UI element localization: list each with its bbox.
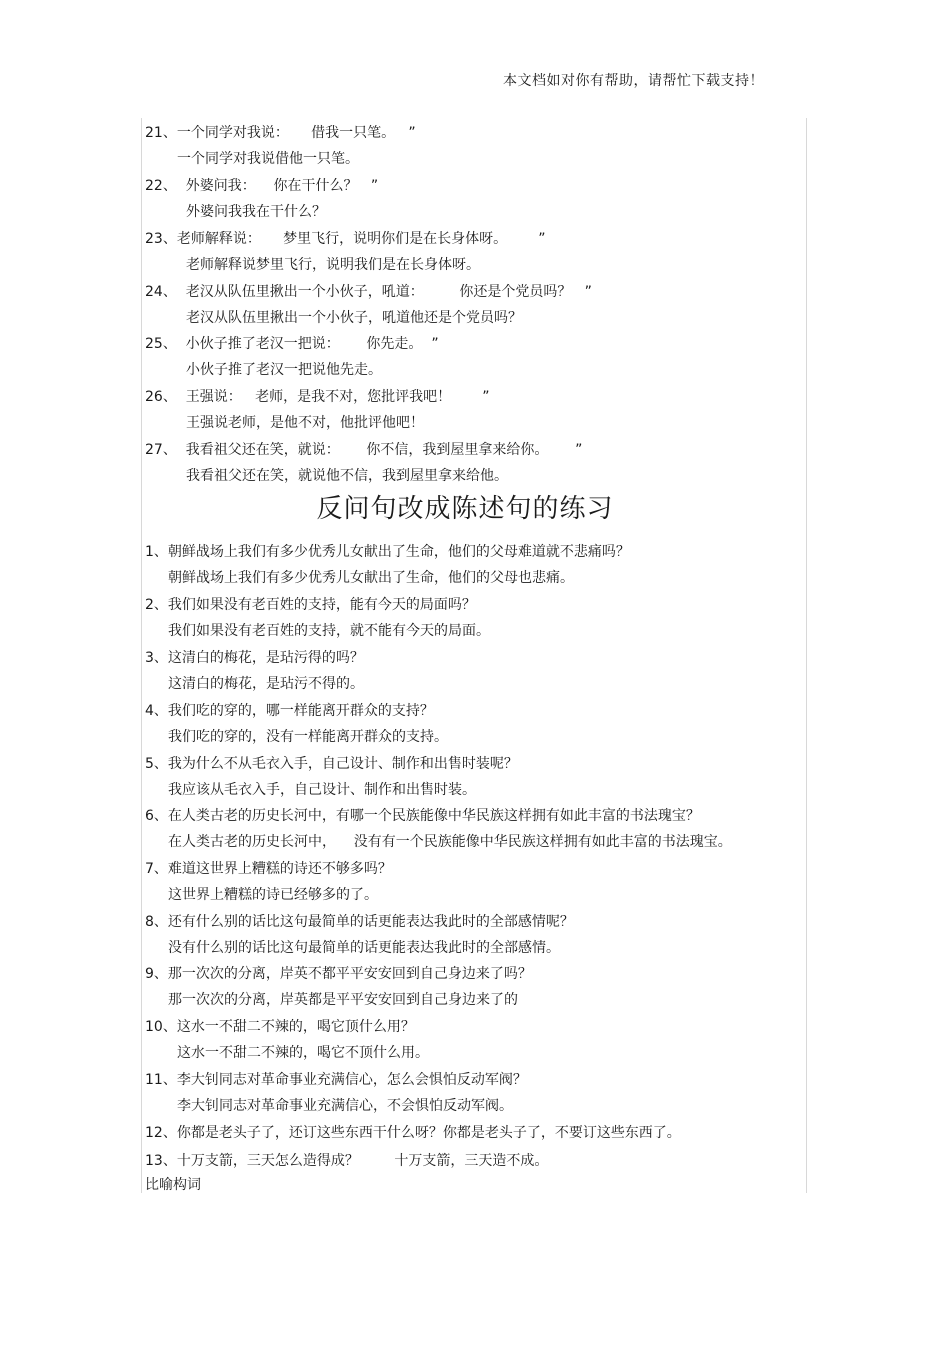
rhetorical-question-11: 11、李大钊同志对革命事业充满信心，怎么会惧怕反动军阀？: [145, 1072, 527, 1088]
answer-23: 老师解释说梦里飞行，说明我们是在长身体呀。: [186, 257, 480, 273]
rhetorical-question-13: 13、十万支箭，三天怎么造得成？ 十万支箭，三天造不成。: [145, 1153, 549, 1169]
answer-22: 外婆问我我在干什么？: [186, 204, 326, 220]
right-margin-rule: [806, 118, 807, 1193]
statement-7: 这世界上糟糕的诗已经够多的了。: [168, 887, 378, 903]
rhetorical-question-3: 3、这清白的梅花，是玷污得的吗？: [145, 650, 364, 666]
section-title: 反问句改成陈述句的练习: [316, 494, 614, 524]
answer-24: 老汉从队伍里揪出一个小伙子，吼道他还是个党员吗？: [186, 310, 522, 326]
rhetorical-question-12: 12、你都是老头子了，还订这些东西干什么呀？你都是老头子了，不要订这些东西了。: [145, 1125, 681, 1141]
rhetorical-question-2: 2、我们如果没有老百姓的支持，能有今天的局面吗？: [145, 597, 476, 613]
rhetorical-question-4: 4、我们吃的穿的，哪一样能离开群众的支持？: [145, 703, 434, 719]
question-21: 21、一个同学对我说： 借我一只笔。 ”: [145, 125, 416, 141]
question-26: 26、 王强说： 老师，是我不对，您批评我吧！ ”: [145, 389, 490, 405]
left-margin-rule: [141, 118, 142, 1193]
answer-27: 我看祖父还在笑，就说他不信，我到屋里拿来给他。: [186, 468, 508, 484]
answer-25: 小伙子推了老汉一把说他先走。: [186, 362, 382, 378]
statement-11: 李大钊同志对革命事业充满信心，不会惧怕反动军阀。: [177, 1098, 513, 1114]
answer-21: 一个同学对我说借他一只笔。: [177, 151, 359, 167]
page-header: 本文档如对你有帮助，请帮忙下载支持！: [503, 73, 764, 89]
question-23: 23、老师解释说： 梦里飞行，说明你们是在长身体呀。 ”: [145, 231, 546, 247]
rhetorical-question-10: 10、这水一不甜二不辣的，喝它顶什么用？: [145, 1019, 415, 1035]
rhetorical-question-9: 9、那一次次的分离，岸英不都平平安安回到自己身边来了吗？: [145, 966, 532, 982]
statement-3: 这清白的梅花，是玷污不得的。: [168, 676, 364, 692]
statement-8: 没有什么别的话比这句最简单的话更能表达我此时的全部感情。: [168, 940, 560, 956]
rhetorical-question-8: 8、还有什么别的话比这句最简单的话更能表达我此时的全部感情呢？: [145, 914, 574, 930]
question-27: 27、 我看祖父还在笑，就说： 你不信，我到屋里拿来给你。 ”: [145, 442, 583, 458]
statement-9: 那一次次的分离，岸英都是平平安安回到自己身边来了的: [168, 992, 518, 1008]
statement-10: 这水一不甜二不辣的，喝它不顶什么用。: [177, 1045, 429, 1061]
question-24: 24、 老汉从队伍里揪出一个小伙子，吼道： 你还是个党员吗？ ”: [145, 284, 592, 300]
rhetorical-question-6: 6、在人类古老的历史长河中，有哪一个民族能像中华民族这样拥有如此丰富的书法瑰宝？: [145, 808, 700, 824]
question-22: 22、 外婆问我： 你在干什么？ ”: [145, 178, 379, 194]
statement-1: 朝鲜战场上我们有多少优秀儿女献出了生命，他们的父母也悲痛。: [168, 570, 574, 586]
statement-6: 在人类古老的历史长河中， 没有有一个民族能像中华民族这样拥有如此丰富的书法瑰宝。: [168, 834, 732, 850]
footer-heading: 比喻构词: [145, 1177, 201, 1193]
statement-2: 我们如果没有老百姓的支持，就不能有今天的局面。: [168, 623, 490, 639]
question-25: 25、 小伙子推了老汉一把说： 你先走。 ”: [145, 336, 439, 352]
statement-5: 我应该从毛衣入手，自己设计、制作和出售时装。: [168, 782, 476, 798]
statement-4: 我们吃的穿的，没有一样能离开群众的支持。: [168, 729, 448, 745]
rhetorical-question-7: 7、难道这世界上糟糕的诗还不够多吗？: [145, 861, 392, 877]
answer-26: 王强说老师，是他不对，他批评他吧！: [186, 415, 424, 431]
rhetorical-question-1: 1、朝鲜战场上我们有多少优秀儿女献出了生命，他们的父母难道就不悲痛吗？: [145, 544, 630, 560]
rhetorical-question-5: 5、我为什么不从毛衣入手，自己设计、制作和出售时装呢？: [145, 756, 518, 772]
